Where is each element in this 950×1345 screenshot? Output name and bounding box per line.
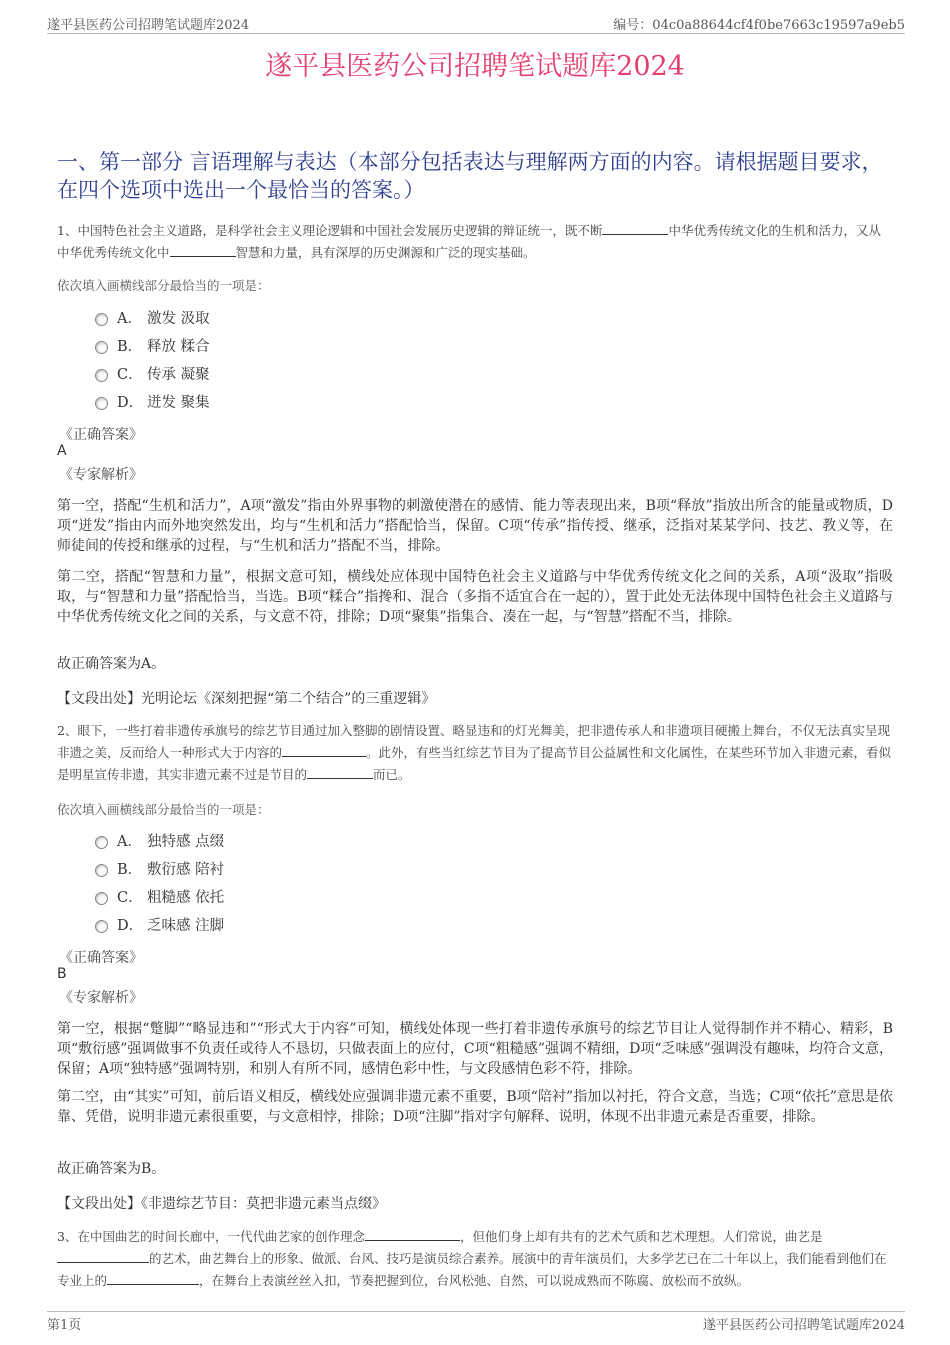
q1-option-b[interactable]: B． 释放 糅合 bbox=[95, 337, 210, 357]
blank bbox=[57, 1248, 149, 1263]
q2-answer: B bbox=[57, 966, 67, 982]
document-id: 编号：04c0a88644cf4f0be7663c19597a9eb5 bbox=[613, 18, 905, 33]
blank bbox=[107, 1270, 199, 1285]
q1-source: 【文段出处】光明论坛《深刻把握“第二个结合”的三重逻辑》 bbox=[57, 691, 436, 707]
radio-icon[interactable] bbox=[95, 397, 108, 410]
question-2-prompt: 依次填入画横线部分最恰当的一项是： bbox=[57, 802, 270, 817]
question-1-prompt: 依次填入画横线部分最恰当的一项是： bbox=[57, 278, 270, 293]
blank bbox=[365, 1226, 460, 1241]
q2-option-b[interactable]: B． 敷衍感 陪衬 bbox=[95, 860, 224, 880]
q2-conclusion: 故正确答案为B。 bbox=[57, 1161, 166, 1177]
question-3-text: 3、在中国曲艺的时间长廊中，一代代曲艺家的创作理念 ，但他们身上却有共有的艺术气质和艺术理想。人们常说，曲艺是的艺术，曲艺舞台上的形象、做派、台风、技巧是演员综合素养。展演中的青年演员们，大多学艺已在二十年以上，我们能看到他们在专业上的 ，在舞台上表演丝丝入扣，节奏把握到位，台风松弛、自然，可以说成熟而不陈腐、放松而不放纵。 bbox=[57, 1226, 892, 1292]
question-2-text: 2、眼下，一些打着非遗传承旗号的综艺节目通过加入整脚的剧情设置、略显违和的灯光舞美，把非遗传承人和非遗项目硬搬上舞台，不仅无法真实呈现非遗之美，反而给人一种形式大于内容的 。此外，有些当红综艺节目为了提高节目公益属性和文化属性，在某些环节加入非遗元素，看似是明星宣传非遗，其实非遗元素不过是节目的 而已。 bbox=[57, 723, 892, 782]
q1-correct-label: 《正确答案》 bbox=[59, 427, 143, 443]
footer-divider bbox=[47, 1311, 905, 1312]
question-1-text: 1、中国特色社会主义道路，是科学社会主义理论逻辑和中国社会发展历史逻辑的辩证统一，既不断 中华优秀传统文化的生机和活力，又从中华优秀传统文化中 智慧和力量，具有深厚的历史渊源和广泛的现实基础。 bbox=[57, 220, 892, 264]
q1-option-c[interactable]: C． 传承 凝聚 bbox=[95, 365, 210, 385]
q1-analysis-para-1: 第一空，搭配“生机和活力”，A项“激发”指由外界事物的刺激使潜在的感情、能力等表现出来，B项“释放”指放出所含的能量或物质，D项“迸发”指由内而外地突然发出，均与“生机和活力”搭配恰当，保留。C项“传承”指传授、继承，泛指对某某学问、技艺、教义等，在师徒间的传授和继承的过程，与“生机和活力”搭配不当，排除。 bbox=[57, 498, 893, 554]
q1-option-d[interactable]: D． 迸发 聚集 bbox=[95, 393, 210, 413]
radio-icon[interactable] bbox=[95, 864, 108, 877]
page-number: 第1页 bbox=[47, 1318, 82, 1333]
q2-analysis-label: 《专家解析》 bbox=[59, 990, 143, 1006]
q1-analysis-label: 《专家解析》 bbox=[59, 467, 143, 483]
q2-analysis-para-1: 第一空，根据“蹩脚”“略显违和”“形式大于内容”可知，横线处体现一些打着非遗传承旗号的综艺节目让人觉得制作并不精心、精彩，B项“敷衍感”强调做事不负责任或待人不恳切，只做表面上的应付，C项“粗糙感”强调不精细，D项“乏味感”强调没有趣味，均符合文意，保留；A项“独特感”强调特别，和别人有所不同，感情色彩中性，与文段感情色彩不符，排除。 bbox=[57, 1021, 893, 1077]
q1-conclusion: 故正确答案为A。 bbox=[57, 656, 166, 672]
q2-source: 【文段出处】《非遗综艺节目：莫把非遗元素当点缀》 bbox=[57, 1196, 386, 1212]
header-left: 遂平县医药公司招聘笔试题库2024 bbox=[47, 18, 250, 33]
q1-answer: A bbox=[57, 443, 67, 459]
q1-option-a[interactable]: A． 激发 汲取 bbox=[95, 309, 210, 329]
blank bbox=[282, 742, 366, 757]
page-title: 遂平县医药公司招聘笔试题库2024 bbox=[265, 51, 685, 82]
q2-analysis-para-2: 第二空，由“其实”可知，前后语义相反，横线处应强调非遗元素不重要，B项“陪衬”指加以衬托，符合文意，当选；C项“依托”意思是依靠、凭借，说明非遗元素很重要，与文意相悖，排除；D项“注脚”指对字句解释、说明，体现不出非遗元素是否重要，排除。 bbox=[57, 1089, 893, 1125]
q2-option-a[interactable]: A． 独特感 点缀 bbox=[95, 832, 224, 852]
q1-analysis-para-2: 第二空，搭配“智慧和力量”，根据文意可知，横线处应体现中国特色社会主义道路与中华优秀传统文化之间的关系，A项“汲取”指吸取，与“智慧和力量”搭配恰当，当选。B项“糅合”指搀和、混合（多指不适宜合在一起的），置于此处无法体现中国特色社会主义道路与中华优秀传统文化之间的关系，与文意不符，排除；D项“聚集”指集合、凑在一起，与“智慧”搭配不当，排除。 bbox=[57, 569, 893, 625]
blank bbox=[170, 242, 236, 257]
radio-icon[interactable] bbox=[95, 341, 108, 354]
radio-icon[interactable] bbox=[95, 892, 108, 905]
radio-icon[interactable] bbox=[95, 313, 108, 326]
q2-correct-label: 《正确答案》 bbox=[59, 950, 143, 966]
blank bbox=[602, 220, 668, 235]
blank bbox=[307, 764, 373, 779]
q2-option-d[interactable]: D． 乏味感 注脚 bbox=[95, 916, 224, 936]
section-heading: 一、第一部分 言语理解与表达（本部分包括表达与理解两方面的内容。请根据题目要求，在四个选项中选出一个最恰当的答案。） bbox=[57, 150, 883, 202]
header-divider bbox=[47, 33, 905, 34]
radio-icon[interactable] bbox=[95, 836, 108, 849]
q2-option-c[interactable]: C． 粗糙感 依托 bbox=[95, 888, 224, 908]
radio-icon[interactable] bbox=[95, 920, 108, 933]
radio-icon[interactable] bbox=[95, 369, 108, 382]
footer-title: 遂平县医药公司招聘笔试题库2024 bbox=[702, 1318, 905, 1333]
